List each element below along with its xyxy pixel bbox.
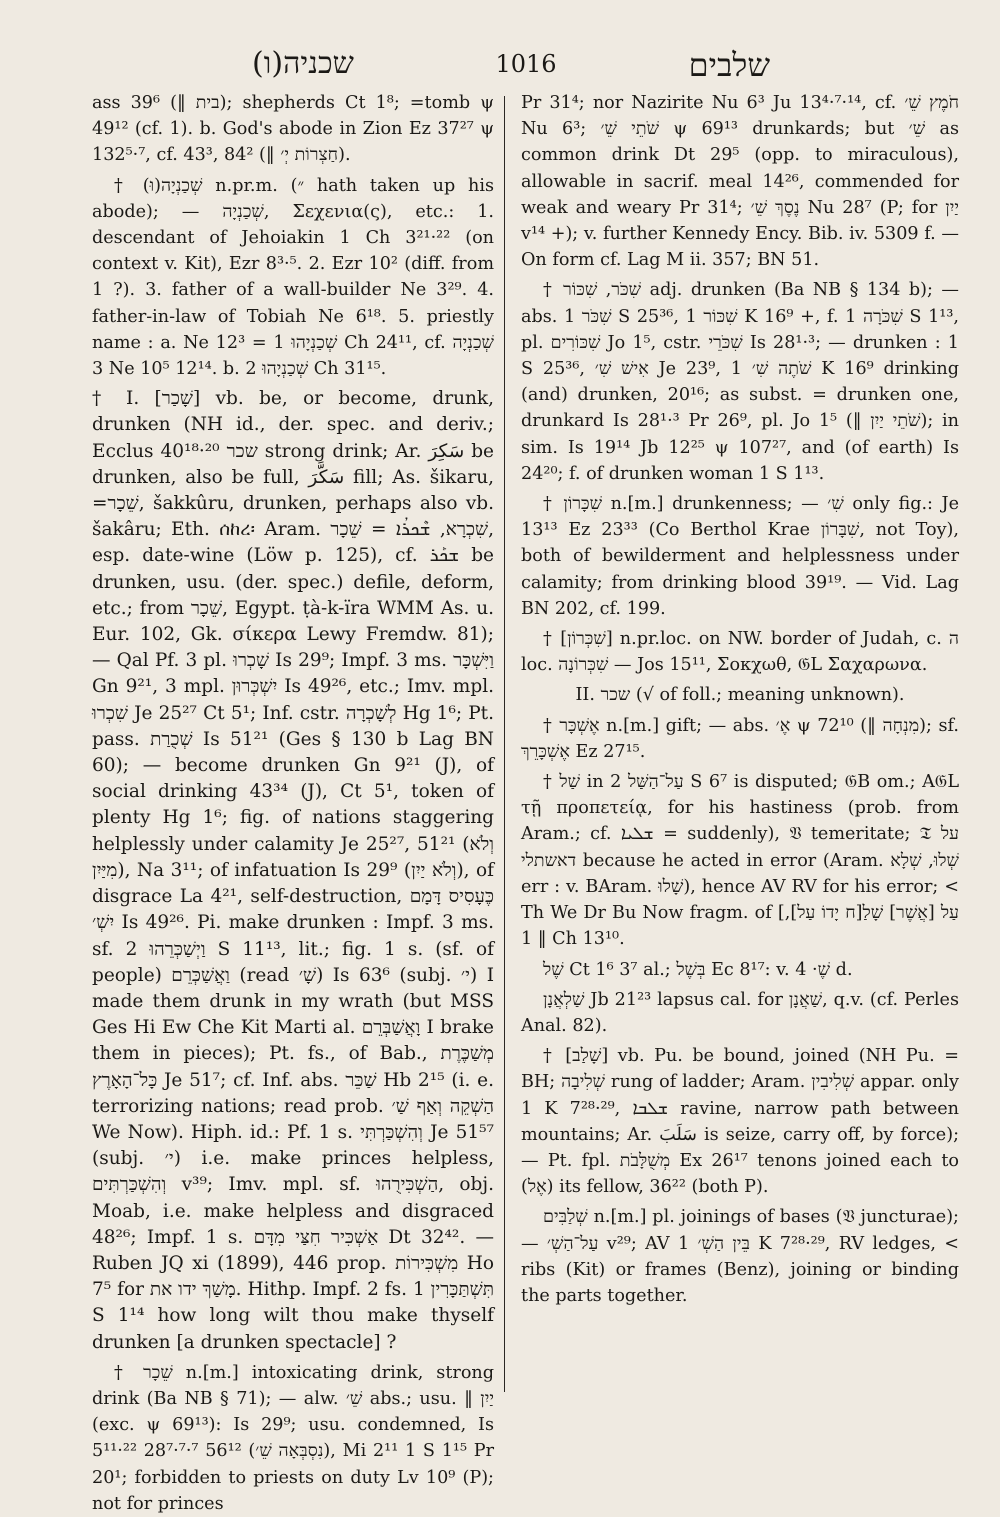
entry-shakar-verb: † I. [שָׁכַר] vb. be, or become, drunk, drunken (NH id., der. spec. and deriv.; Ecclus 40¹⁸·²⁰ שכר strong drink; Ar. سَكِرَ be drunken, also be full, سَكَّرَ fill; As. šikaru, =שֵׁכָר, šakkûru, drunken, perhaps also vb. šakâru; Eth. ሰከረ፡ Aram. שִׁכְרָא, ܫܶܟܪܳܐ = שֵׁכָר, esp. date-wine (Löw p. 125), cf. ܫܟܰܪ be drunken, usu. (der. spec.) defile, deform, etc.; from שֵׁכָר, Egypt. ṭà-k-ïra WMM As. u. Eur. 102, Gk. σίκερα Lewy Fremdw. 81); — Qal Pf. 3 pl. שָׁכְרוּ Is 29⁹; Impf. 3 ms. וַיִּשְׁכָּר Gn 9²¹, 3 mpl. יִשְׁכְּרוּן Is 49²⁶, etc.; Imv. mpl. שִׁכְרוּ Je 25²⁷ Ct 5¹; Inf. cstr. לְשָׁכְרָה Hg 1⁶; Pt. pass. שְׁכֻרַת Is 51²¹ (Ges § 130 b Lag BN 60); — become drunken Gn 9²¹ (J), of social drinking 43³⁴ (J), Ct 5¹, token of plenty Hg 1⁶; fig. of nations staggering helplessly under calamity Je 25²⁷, 51²¹ (וְלֹא מִיַּיִן), Na 3¹¹; of infatuation Is 29⁹ (וְלֹא יַיִן), of disgrace La 4²¹, self-destruction, כֶּעָסִיס דָּמָם יִשְׁ׳ Is 49²⁶. Pi. make drunken : Impf. 3 ms. sf. וַיְשַׁכְּרֵהוּ 2 S 11¹³, lit.; fig. 1 s. (sf. of people) וַאֲשַׁכְּרֵם (read שָׁ׳) Is 63⁶ (subj. י׳) I made them drunk in my wrath (but MSS Ges Hi Ew Che Kit Marti al. וָאֲשַׁבְּרֵם I brake them in pieces); Pt. fs., of Bab., מְשַׁכֶּרֶת כָּל־הָאָרֶץ Je 51⁷; cf. Inf. abs. שַׁכֵּר Hb 2¹⁵ (i. e. terrorizing nations; read prob. הַשְׁקֵה וְאַף שַׁ׳ We Now). Hiph. id.: Pf. 1 s. וְהִשְׁכַּרְתִּי Je 51⁵⁷ (subj. י׳) i.e. make princes helpless, וְהִשְׁכַּרְתִּים v³⁹; Imv. mpl. sf. הַשְׁכִּירֻהוּ, obj. Moab, i.e. make helpless and disgraced 48²⁶; Impf. 1 s. אַשְׁכִּיר חִצַּי מִדָּם Dt 32⁴². — Ruben JQ xi (1899), 446 prop. מִשְׁכִּירוֹת Ho 7⁵ for מָשַׁךְ ידו את. Hithp. Impf. 2 fs. תִּשְׁתַּכָּרִין 1 S 1¹⁴ how long wilt thou make thyself drunken [a drunken spectacle] ?: [92, 388, 495, 1353]
entry-shekanyah: † שְׁכַנְיָה(וּ) n.pr.m. (״ hath taken up his abode); — שְׁכַנְיָה, Σεχενια(ς), etc.: 1. descendant of Jehoiakin 1 Ch 3²¹·²² (on context v. Kit), Ezr 8³·⁵. 2. Ezr 10² (diff. from 1 ?). 3. father of a wall-builder Ne 3²⁹. 4. father-in-law of Tobiah Ne 6¹⁸. 5. priestly name : a. Ne 12³ = שְׁכַנְיָהוּ 1 Ch 24¹¹, cf. שְׁכַנְיָה 3 Ne 10⁵ 12¹⁴. b. שְׁכַנְיָהוּ 2 Ch 31¹⁵.: [92, 175, 495, 380]
root-heading-ii-skr: II. שכר (√ of foll.; meaning unknown).: [575, 685, 905, 706]
entry-shelabbim: שְׁלַבִּים n.[m.] pl. joinings of bases (𝔙 juncturae); — עַל־הַשְׁ׳ v²⁹; AV בֵּין הַשְׁ׳ 1 K 7²⁸·²⁹, RV ledges, < ribs (Kit) or frames (Benz), joining or binding the parts together.: [521, 1207, 959, 1306]
entry-shel: שֶׁל Ct 1⁶ 3⁷ al.; בְּשֶׁל Ec 8¹⁷: v. שֶׁ· 4 d.: [543, 959, 853, 980]
entry-shikkeron-place: † [שִׁכְּרוֹן] n.pr.loc. on NW. border of Judah, c. ה loc. שִׁכְּרוֹנָה — Jos 15¹¹, Σοκχωθ, 𝔊L Σαχαρωνα.: [521, 629, 959, 676]
entry-shikkaron: † שִׁכָּרוֹן n.[m.] drunkenness; — שִׁ׳ only fig.: Je 13¹³ Ez 23³³ (Co Berthol Krae שִׁבָּרוֹן, not Toy), both of bewilderment and helplessness under calamity; from drinking blood 39¹⁹. — Vid. Lag BN 202, cf. 199.: [521, 494, 960, 619]
entry-shalanan: שַׁלְאֲנָן Jb 21²³ lapsus cal. for שַׁאֲנָן, q.v. (cf. Perles Anal. 82).: [521, 989, 959, 1036]
entry-shekar-noun: † שֵׁכָר n.[m.] intoxicating drink, strong drink (Ba NB § 71); — alw. שֵׁ׳ abs.; usu. ‖ יַיִן (exc. ψ 69¹³): Is 29⁹; usu. condemned, Is 5¹¹·²² 28⁷·⁷·⁷ 56¹² (נִסְבְּאָה שֵׁ׳), Mi 2¹¹ 1 S 1¹⁵ Pr 20¹; forbidden to priests on duty Lv 10⁹ (P); not for princes: [92, 1362, 495, 1514]
text-columns: [92, 90, 960, 1514]
running-head-right: שלבים: [688, 46, 770, 84]
entry-continuation: ass 39⁶ (‖ בית); shepherds Ct 1⁸; =tomb ψ 49¹² (cf. 1). b. God's abode in Zion Ez 37²⁷ ψ 132⁵·⁷, cf. 43³, 84² (‖ חַצְרוֹת יְ׳).: [92, 93, 494, 166]
entry-eshkar: † אֶשְׁכָּר n.[m.] gift; — abs. אֶ׳ ψ 72¹⁰ (‖ מִנְחָה); sf. אֶשְׁכָּרֵךְ Ez 27¹⁵.: [521, 715, 960, 762]
entry-shal: † שַׁל in עַל־הַשַּׁל 2 S 6⁷ is disputed; 𝔊B om.; A𝔊L τῇ προπετείᾳ, for his hastiness (prob. from Aram.; cf. ܫܠܝܐ = suddenly), 𝔙 temeritate; 𝔗 על דאשתלי because he acted in error (Aram. שְׁלוּ, שְׁלָא err : v. BAram. שָׁלוּ), hence AV RV for his error; < Th We Dr Bu Now fragm. of [עַל [אֲשֶׁר] שָׁלַ[ח יָדוֹ עַל], ‖ 1 Ch 13¹⁰.: [521, 772, 960, 950]
right-column: [505, 90, 959, 1400]
entry-shekar-continuation: Pr 31⁴; nor Nazirite Nu 6³ Ju 13⁴·⁷·¹⁴, cf. חֹמֶץ שֵׁ׳ Nu 6³; שֹׁתֵי שֵׁ׳ ψ 69¹³ drunkards; but שֵׁ׳ as common drink Dt 29⁵ (opp. to miraculous), allowable in sacrif. meal 14²⁶, commended for weak and weary Pr 31⁴; נֶסֶךְ שֵׁ׳ Nu 28⁷ (P; for יַיִן v¹⁴ +); v. further Kennedy Ency. Bib. iv. 5309 f. — On form cf. Lag M ii. 357; BN 51.: [521, 93, 959, 271]
entry-shalab-verb: † [שָׁלַב] vb. Pu. be bound, joined (NH Pu. = BH; שְׁלִיבָה rung of ladder; Aram. שְׁלִיבִין appar. only 1 K 7²⁸·²⁹, ܫܠܒܐ ravine, narrow path between mountains; Ar. سَلَبَ is seize, carry off, by force); — Pt. fpl. מְשֻׁלָּבֹת Ex 26¹⁷ tenons joined each to (אֶל) its fellow, 36²² (both P).: [521, 1046, 959, 1198]
left-column: [92, 90, 504, 1514]
page-number: 1016: [495, 50, 557, 78]
entry-shikkor-adj: † שִׁכֹּר, שִׁכּוֹר adj. drunken (Ba NB § 134 b); — abs. שִׁכֹּר 1 S 25³⁶, שִׁכּוֹר 1 K 16⁹ +, f. שִׁכֹּרָה 1 S 1¹³, pl. שִׁכּוֹרִים Jo 1⁵, cstr. שִׁכֹּרֵי Is 28¹·³; — drunken : 1 S 25³⁶, אִישׁ שִׁ׳ Je 23⁹, שֹׁתֶה שִׁ׳ 1 K 16⁹ drinking (and) drunken, 20¹⁶; as subst. = drunken one, drunkard Is 28¹·³ Pr 26⁹, pl. Jo 1⁵ (‖ שֹׁתֵי יַיִן); in sim. Is 19¹⁴ Jb 12²⁵ ψ 107²⁷, and (of earth) Is 24²⁰; f. of drunken woman 1 S 1¹³.: [521, 280, 960, 484]
running-head-left: שכניה(ו): [252, 46, 354, 81]
running-head: [92, 42, 960, 90]
